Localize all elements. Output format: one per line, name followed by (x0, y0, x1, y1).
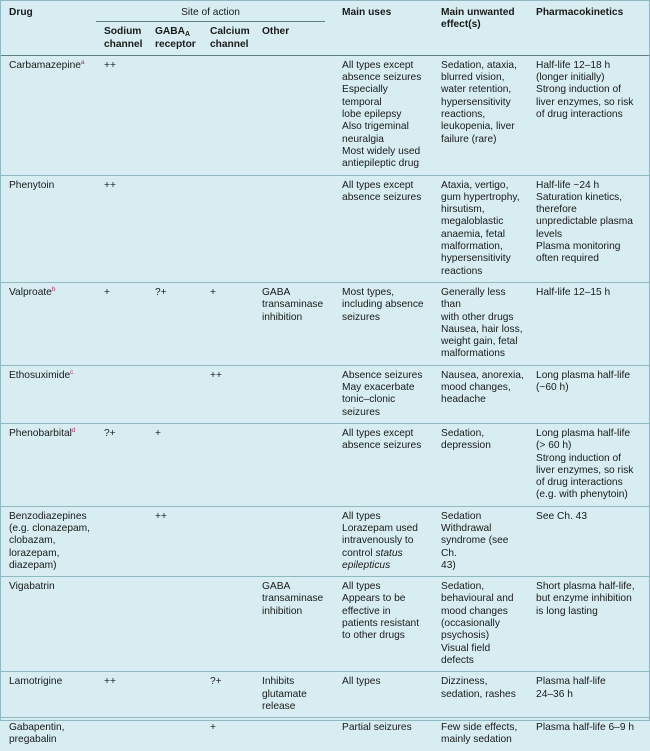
cell-line: 24–36 h (536, 688, 573, 700)
cell-line: seizures (342, 406, 380, 418)
cell-line: water retention, (441, 84, 512, 96)
sodium-channel-cell (96, 365, 147, 423)
gaba-receptor-cell: ++ (147, 506, 202, 576)
header-main-uses: Main uses (342, 7, 392, 18)
cell-line: Short plasma half-life, (536, 581, 635, 593)
cell-line: headache (441, 394, 486, 406)
cell-line: Absence seizures (342, 369, 423, 381)
main-uses-cell (334, 506, 433, 576)
cell-line: Appears to be (342, 593, 406, 605)
cell-line: hypersensitivity (441, 253, 511, 265)
cell-line: May exacerbate (342, 382, 415, 394)
unwanted-effects-cell (433, 175, 528, 282)
cell-line: mood changes, (441, 382, 511, 394)
cell-line: unpredictable plasma (536, 216, 633, 228)
table-row (1, 282, 649, 365)
cell-line: glutamate (262, 688, 307, 700)
pharmacokinetics-cell (528, 282, 649, 365)
drug-name-cell (1, 55, 96, 175)
cell-line: (longer initially) (536, 72, 605, 84)
cell-line: Ataxia, vertigo, (441, 179, 509, 191)
gaba-receptor-cell (147, 577, 202, 672)
footnote-marker: d (71, 426, 76, 434)
table-row (1, 718, 649, 751)
cell-line: Strong induction of (536, 452, 621, 464)
cell-line: Half-life 12–15 h (536, 286, 611, 298)
footnote-marker: b (51, 285, 56, 293)
drug-name: pregabalin (9, 734, 57, 746)
cell-line: megaloblastic (441, 216, 504, 228)
cell-line: often required (536, 253, 599, 265)
header-gaba-receptor: $GABA_A$ receptor (155, 26, 196, 50)
drug-name: Phenytoin (9, 179, 55, 191)
cell-line: Dizziness, (441, 676, 488, 688)
table-row (1, 577, 649, 672)
cell-line: (~60 h) (536, 382, 569, 394)
cell-line: liver enzymes, so risk (536, 96, 634, 108)
footnote-marker: a (80, 58, 85, 66)
drug-name: Vigabatrin (9, 581, 55, 593)
cell-line: malformation, (441, 241, 503, 253)
sodium-channel-cell: ++ (96, 175, 147, 282)
cell-line: Sedation, (441, 581, 485, 593)
cell-line: Most widely used (342, 145, 421, 157)
cell-line: Half-life ~24 h (536, 179, 600, 191)
cell-line: hypersensitivity (441, 96, 511, 108)
header-pharmacokinetics: Pharmacokinetics (536, 7, 624, 18)
table-row (1, 672, 649, 718)
sodium-channel-cell (96, 718, 147, 751)
cell-line: (e.g. with phenytoin) (536, 489, 628, 501)
cell-line: mood changes (441, 605, 508, 617)
cell-line: effective in (342, 605, 391, 617)
cell-line: of drug interactions (536, 477, 623, 489)
cell-line: with other drugs (441, 311, 514, 323)
cell-line: neuralgia (342, 133, 384, 145)
antiepileptic-drug-table (1, 1, 649, 751)
header-drug: Drug (9, 7, 33, 18)
cell-line: Sedation (441, 510, 482, 522)
other-site-cell (254, 672, 334, 718)
header-other: Other (262, 26, 290, 38)
drug-name-cell (1, 282, 96, 365)
cell-line: See Ch. 43 (536, 510, 588, 522)
calcium-channel-cell (202, 577, 254, 672)
main-uses-cell (334, 282, 433, 365)
cell-line: Most types, (342, 286, 395, 298)
cell-line: Strong induction of (536, 84, 621, 96)
cell-line: depression (441, 440, 491, 452)
cell-line: Long plasma half-life (536, 369, 631, 381)
cell-line: transaminase (262, 593, 324, 605)
main-uses-cell (334, 577, 433, 672)
drug-name: lorazepam, (9, 547, 60, 559)
unwanted-effects-cell (433, 365, 528, 423)
other-site-cell (254, 718, 334, 751)
cell-line: but enzyme inhibition (536, 593, 632, 605)
calcium-channel-cell: ++ (202, 365, 254, 423)
cell-line: Half-life 12–18 h (536, 59, 611, 71)
cell-line: Few side effects, (441, 722, 518, 734)
cell-line: leukopenia, liver (441, 121, 515, 133)
calcium-channel-cell (202, 55, 254, 175)
other-site-cell (254, 55, 334, 175)
drug-name-cell (1, 506, 96, 576)
cell-line: sedation, rashes (441, 688, 516, 700)
pharmacokinetics-cell (528, 506, 649, 576)
cell-line: Especially temporal (342, 84, 388, 108)
gaba-receptor-cell (147, 175, 202, 282)
gaba-receptor-cell: ?+ (147, 282, 202, 365)
table-row (1, 175, 649, 282)
main-uses-cell (334, 175, 433, 282)
unwanted-effects-cell (433, 423, 528, 506)
footnote-marker: c (70, 368, 74, 376)
header-calcium-channel: Calcium channel (210, 26, 250, 50)
sodium-channel-cell: ++ (96, 672, 147, 718)
cell-line: hirsutism, (441, 204, 485, 216)
pharmacokinetics-cell (528, 423, 649, 506)
main-uses-cell (334, 672, 433, 718)
header-main-unwanted: Main unwanted effect(s) (441, 7, 515, 31)
cell-line: absence seizures (342, 440, 422, 452)
sodium-channel-cell: ++ (96, 55, 147, 175)
cell-line: Plasma half-life (536, 676, 606, 688)
drug-name-cell (1, 718, 96, 751)
drug-name: Gabapentin, (9, 722, 65, 734)
unwanted-effects-cell (433, 672, 528, 718)
calcium-channel-cell (202, 423, 254, 506)
cell-line: (occasionally (441, 618, 500, 630)
cell-line: lobe epilepsy (342, 109, 402, 121)
gaba-receptor-cell (147, 365, 202, 423)
drug-name-cell (1, 175, 96, 282)
cell-line: All types (342, 510, 381, 522)
gaba-receptor-cell: + (147, 423, 202, 506)
sodium-channel-cell (96, 506, 147, 576)
calcium-channel-cell: + (202, 282, 254, 365)
table-row (1, 365, 649, 423)
gaba-receptor-cell (147, 55, 202, 175)
cell-line: Nausea, hair loss, (441, 323, 523, 335)
cell-line: release (262, 700, 296, 712)
other-site-cell (254, 365, 334, 423)
cell-line: 43) (441, 559, 456, 571)
unwanted-effects-cell (433, 577, 528, 672)
cell-line: to other drugs (342, 630, 405, 642)
other-site-cell (254, 175, 334, 282)
cell-line: All types except (342, 59, 414, 71)
cell-line: All types except (342, 179, 414, 191)
table-row (1, 506, 649, 576)
cell-line: failure (rare) (441, 133, 497, 145)
cell-line: transaminase (262, 299, 324, 311)
drug-name: Ethosuximide$^c$ (9, 368, 74, 381)
cell-line: levels (536, 228, 563, 240)
table-row (1, 423, 649, 506)
other-site-cell (254, 506, 334, 576)
cell-line: malformations (441, 348, 506, 360)
unwanted-effects-cell (433, 506, 528, 576)
cell-line: absence seizures (342, 191, 422, 203)
cell-line: syndrome (see Ch. (441, 535, 509, 559)
sodium-channel-cell: + (96, 282, 147, 365)
drug-name: clobazam, (9, 535, 56, 547)
cell-line: weight gain, fetal (441, 336, 518, 348)
gaba-receptor-cell (147, 672, 202, 718)
cell-line: Lorazepam used (342, 522, 418, 534)
sodium-channel-cell (96, 577, 147, 672)
sodium-channel-cell: ?+ (96, 423, 147, 506)
cell-line: Long plasma half-life (536, 427, 631, 439)
cell-line: (> 60 h) (536, 440, 572, 452)
cell-line: therefore (536, 204, 577, 216)
cell-line: is long lasting (536, 605, 598, 617)
header-sodium-channel: Sodium channel (104, 26, 143, 50)
cell-line: Visual field defects (441, 642, 491, 666)
main-uses-cell (334, 423, 433, 506)
drug-name: diazepam) (9, 559, 57, 571)
main-uses-cell (334, 55, 433, 175)
cell-line: Generally less than (441, 286, 506, 311)
main-uses-cell (334, 718, 433, 751)
cell-line: antiepileptic drug (342, 158, 420, 170)
cell-line: Nausea, anorexia, (441, 369, 524, 381)
cell-line: gum hypertrophy, (441, 191, 520, 203)
cell-line: Also trigeminal (342, 121, 409, 133)
cell-line: of drug interactions (536, 109, 623, 121)
calcium-channel-cell (202, 506, 254, 576)
cell-line: psychosis) (441, 630, 490, 642)
cell-line: Inhibits (262, 676, 295, 688)
other-site-cell (254, 282, 334, 365)
drug-name-cell (1, 365, 96, 423)
unwanted-effects-cell (433, 282, 528, 365)
cell-line: blurred vision, (441, 72, 505, 84)
cell-line: GABA (262, 286, 291, 298)
cell-line: Sedation, (441, 427, 485, 439)
drug-name: Benzodiazepines (9, 510, 87, 522)
cell-line: control status epilepticus (342, 547, 403, 571)
drug-name-cell (1, 577, 96, 672)
pharmacokinetics-cell (528, 365, 649, 423)
cell-line: All types except (342, 427, 414, 439)
other-site-cell (254, 577, 334, 672)
cell-line: All types (342, 581, 381, 593)
cell-line: liver enzymes, so risk (536, 464, 634, 476)
calcium-channel-cell: + (202, 718, 254, 751)
drug-name: (e.g. clonazepam, (9, 522, 90, 534)
cell-line: including absence (342, 299, 424, 311)
gaba-receptor-cell (147, 718, 202, 751)
cell-line: seizures (342, 311, 380, 323)
unwanted-effects-cell (433, 718, 528, 751)
italic-term: status epilepticus (342, 547, 403, 571)
cell-line: Plasma monitoring (536, 241, 621, 253)
table-row (1, 55, 649, 175)
cell-line: Sedation, ataxia, (441, 59, 517, 71)
drug-name: Lamotrigine (9, 676, 63, 688)
header-site-of-action: Site of action (96, 1, 334, 22)
cell-line: GABA (262, 581, 291, 593)
cell-line: Saturation kinetics, (536, 191, 623, 203)
drug-name: Valproate$^b$ (9, 285, 56, 298)
drug-name: Phenobarbital$^d$ (9, 426, 76, 439)
pharmacokinetics-cell (528, 718, 649, 751)
calcium-channel-cell (202, 175, 254, 282)
cell-line: reactions (441, 265, 483, 277)
calcium-channel-cell: ?+ (202, 672, 254, 718)
drug-name: Carbamazepine$^a$ (9, 58, 85, 71)
cell-line: All types (342, 676, 381, 688)
cell-line: inhibition (262, 605, 303, 617)
other-site-cell (254, 423, 334, 506)
pharmacokinetics-cell (528, 577, 649, 672)
pharmacokinetics-cell (528, 175, 649, 282)
pharmacokinetics-cell (528, 55, 649, 175)
cell-line: Plasma half-life 6–9 h (536, 722, 634, 734)
cell-line: inhibition (262, 311, 303, 323)
drug-name-cell (1, 423, 96, 506)
table-body (1, 55, 649, 750)
pharmacokinetics-cell (528, 672, 649, 718)
cell-line: Withdrawal (441, 522, 492, 534)
cell-line: mainly sedation (441, 734, 512, 746)
cell-line: reactions, (441, 109, 486, 121)
cell-line: behavioural and (441, 593, 514, 605)
cell-line: tonic–clonic (342, 394, 396, 406)
main-uses-cell (334, 365, 433, 423)
unwanted-effects-cell (433, 55, 528, 175)
cell-line: absence seizures (342, 72, 422, 84)
cell-line: Partial seizures (342, 722, 412, 734)
cell-line: intravenously to (342, 535, 414, 547)
cell-line: patients resistant (342, 618, 420, 630)
drug-name-cell (1, 672, 96, 718)
cell-line: anaemia, fetal (441, 228, 506, 240)
